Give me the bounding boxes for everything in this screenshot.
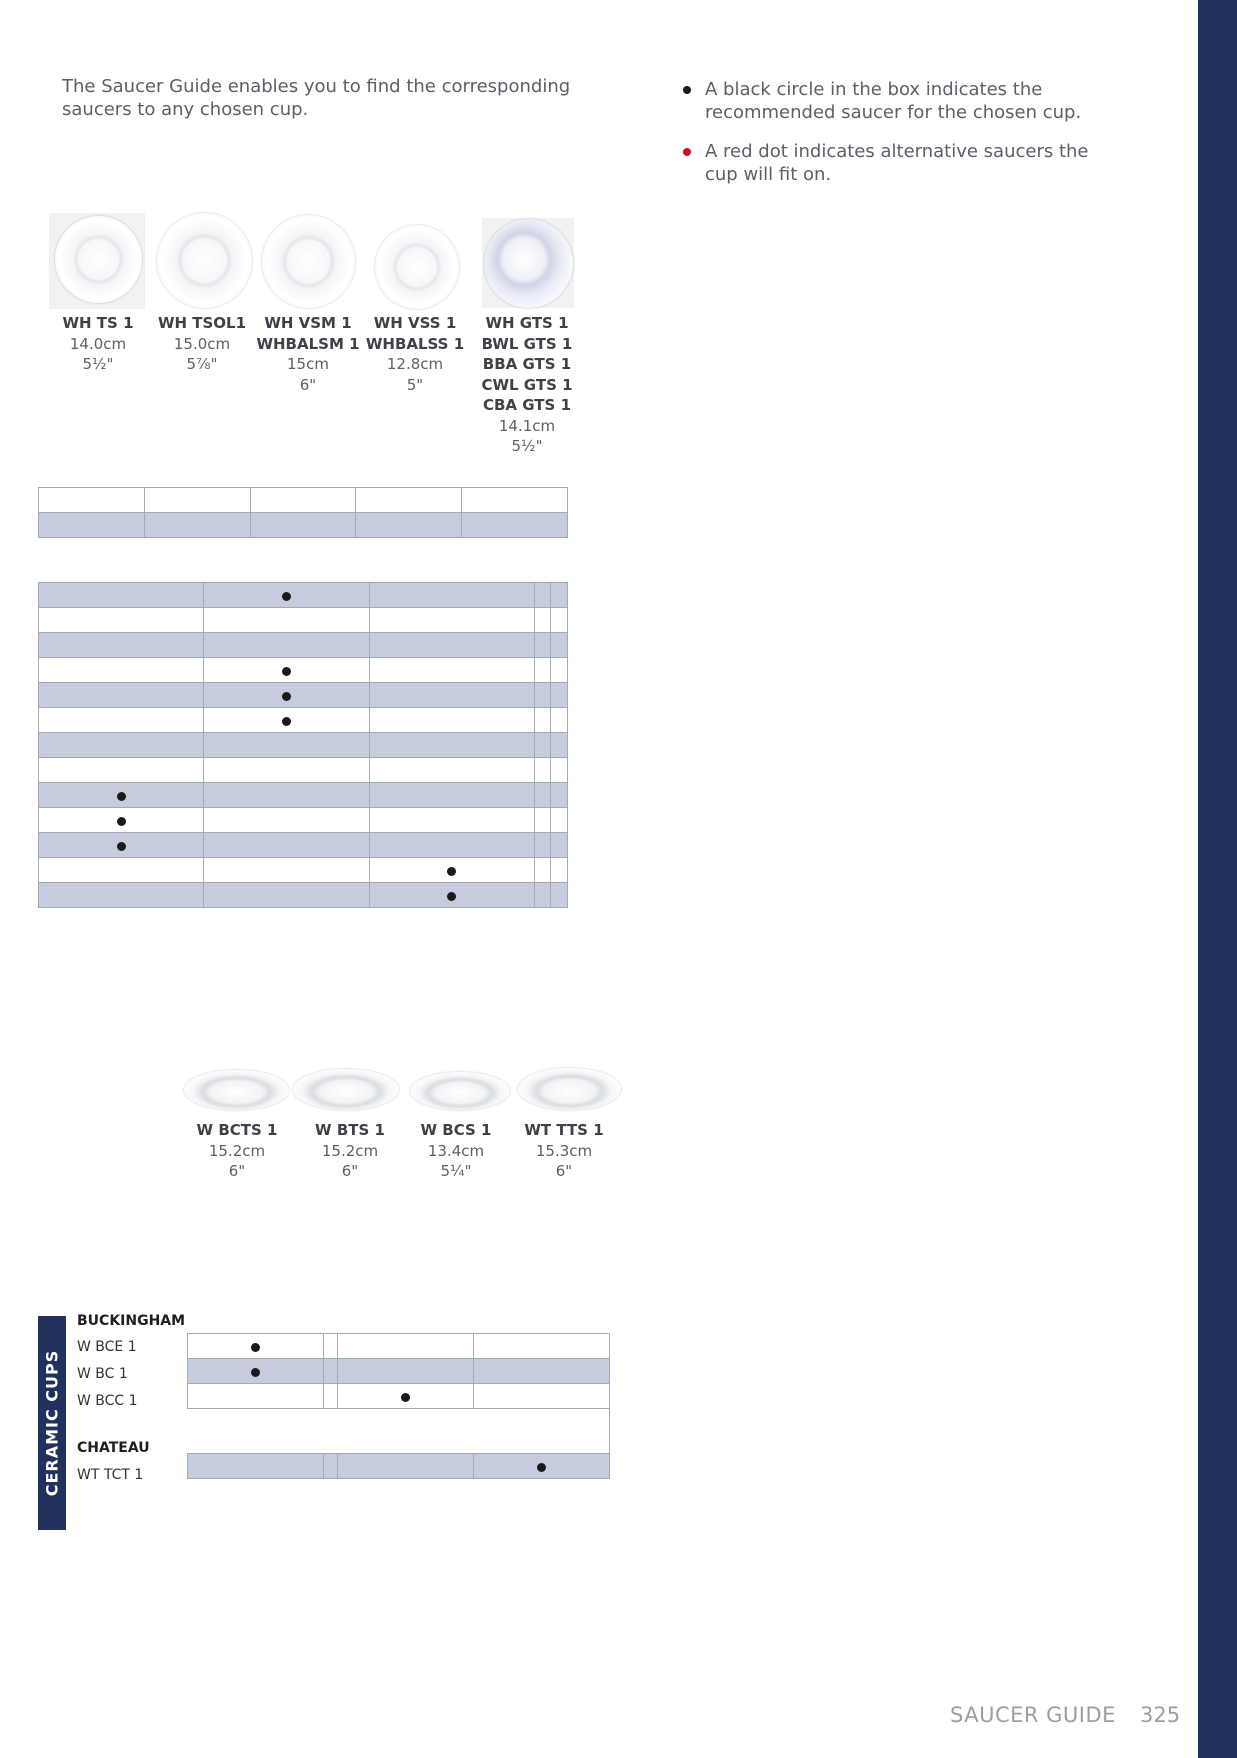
- ceramic-cups-table: [187, 1333, 610, 1479]
- saucer-code: CWL GTS 1: [481, 375, 573, 394]
- table-row: [188, 1454, 610, 1479]
- table-cell: [369, 708, 534, 733]
- table-row: [188, 1384, 610, 1409]
- table-cell: [324, 1384, 338, 1409]
- saucer-size-inch: 6": [228, 1162, 246, 1180]
- intro-text: The Saucer Guide enables you to find the corresponding saucers to any chosen cup.: [62, 76, 571, 120]
- saucer-size-inch: 6": [299, 375, 317, 394]
- table-cell: [462, 488, 568, 513]
- table-row: [39, 883, 568, 908]
- saucer-code: WHBALSM 1: [256, 334, 360, 353]
- legend-text: A black circle in the box indicates the recommended saucer for the chosen cup.: [705, 79, 1082, 123]
- table-cell: [39, 783, 204, 808]
- recommended-dot-icon: [282, 592, 291, 601]
- recommended-dot-icon: [537, 1463, 546, 1472]
- table-row: [39, 733, 568, 758]
- saucer-size-cm: 14.0cm: [69, 334, 127, 353]
- group-heading: BUCKINGHAM: [77, 1313, 186, 1329]
- legend: [683, 78, 1113, 202]
- table-cell: [204, 758, 369, 783]
- table-cell: [473, 1384, 609, 1409]
- table-cell: [337, 1454, 473, 1479]
- saucer-size-inch: 5": [406, 375, 424, 394]
- saucer-caption: [250, 313, 366, 395]
- table-cell: [369, 858, 534, 883]
- recommended-dot-icon: [401, 1393, 410, 1402]
- table-cell: [551, 883, 568, 908]
- saucer-grid-table: [38, 582, 568, 908]
- table-cell: [369, 733, 534, 758]
- table-row: [39, 708, 568, 733]
- table-row: [188, 1334, 610, 1359]
- table-cell: [369, 783, 534, 808]
- table-cell: [337, 1359, 473, 1384]
- table-cell: [204, 583, 369, 608]
- saucer-size-cm: 15.0cm: [173, 334, 231, 353]
- footer-section-title: SAUCER GUIDE: [950, 1703, 1116, 1727]
- table-row: [39, 513, 568, 538]
- legend-text: A red dot indicates alternative saucers the cup will fit on.: [705, 141, 1089, 185]
- table-cell: [534, 708, 551, 733]
- table-cell: [39, 633, 204, 658]
- saucer-code: WH VSM 1: [264, 314, 352, 332]
- saucer-caption: [144, 313, 260, 375]
- saucer-image: [484, 219, 573, 308]
- saucer-code: W BCS 1: [420, 1121, 492, 1139]
- saucer-image: [262, 215, 355, 308]
- table-cell: [534, 683, 551, 708]
- saucer-code: W BCTS 1: [196, 1121, 278, 1139]
- recommended-dot-icon: [282, 692, 291, 701]
- saucer-code: WH TSOL1: [157, 314, 247, 332]
- table-cell: [39, 833, 204, 858]
- table-cell: [534, 858, 551, 883]
- table-cell: [473, 1454, 609, 1479]
- saucer-size-inch: 5½": [82, 355, 114, 373]
- table-cell: [324, 1359, 338, 1384]
- table-cell: [204, 708, 369, 733]
- saucer-image: [157, 213, 252, 308]
- legend-item-black: [683, 78, 1113, 124]
- table-cell: [534, 833, 551, 858]
- table-row: [39, 808, 568, 833]
- table-cell: [356, 513, 462, 538]
- table-cell: [39, 488, 145, 513]
- table-cell: [534, 808, 551, 833]
- table-cell: [204, 608, 369, 633]
- saucer-caption: [40, 313, 156, 375]
- table-cell: [39, 683, 204, 708]
- table-row: [39, 858, 568, 883]
- table-cell: [369, 608, 534, 633]
- table-cell: [39, 758, 204, 783]
- table-cell: [204, 883, 369, 908]
- table-row: [39, 683, 568, 708]
- table-cell: [144, 513, 250, 538]
- saucer-caption: [399, 1120, 513, 1182]
- saucer-caption: [180, 1120, 294, 1182]
- row-label: W BC 1: [77, 1366, 128, 1382]
- section-tab-label: CERAMIC CUPS: [42, 1349, 62, 1497]
- saucer-code: W BTS 1: [315, 1121, 385, 1139]
- table-cell: [39, 858, 204, 883]
- group-heading: CHATEAU: [77, 1440, 150, 1456]
- table-cell: [551, 658, 568, 683]
- table-cell: [551, 858, 568, 883]
- table-cell: [39, 608, 204, 633]
- table-cell: [337, 1334, 473, 1359]
- table-cell: [369, 633, 534, 658]
- table-cell: [204, 783, 369, 808]
- table-cell: [204, 633, 369, 658]
- table-cell: [204, 808, 369, 833]
- table-gap-row: [188, 1409, 610, 1454]
- table-cell: [551, 733, 568, 758]
- saucer-grid-table: [38, 487, 568, 538]
- row-label: WT TCT 1: [77, 1467, 144, 1483]
- table-cell: [369, 883, 534, 908]
- table-row: [39, 833, 568, 858]
- table-cell: [324, 1334, 338, 1359]
- table-row: [39, 608, 568, 633]
- table-cell: [39, 658, 204, 683]
- table-cell: [534, 883, 551, 908]
- saucer-code: WH TS 1: [62, 314, 134, 332]
- table-cell: [188, 1454, 324, 1479]
- table-cell: [369, 833, 534, 858]
- saucer-caption: [507, 1120, 621, 1182]
- table-cell: [369, 683, 534, 708]
- saucer-code: BBA GTS 1: [482, 355, 572, 373]
- table-row: [39, 488, 568, 513]
- table-cell: [462, 513, 568, 538]
- table-row: [39, 583, 568, 608]
- table-cell: [551, 583, 568, 608]
- section-tab: [38, 1316, 66, 1530]
- recommended-dot-icon: [282, 667, 291, 676]
- table-cell: [204, 683, 369, 708]
- table-cell: [204, 733, 369, 758]
- saucer-code: CBA GTS 1: [482, 396, 571, 414]
- black-dot-icon: [683, 86, 691, 94]
- saucer-code: WH VSS 1: [373, 314, 457, 332]
- table-cell: [551, 808, 568, 833]
- table-cell: [39, 513, 145, 538]
- saucer-size-inch: 5⅞": [186, 355, 218, 373]
- table-cell: [39, 883, 204, 908]
- recommended-dot-icon: [117, 817, 126, 826]
- recommended-dot-icon: [447, 892, 456, 901]
- saucer-code: BWL GTS 1: [481, 334, 573, 353]
- table-cell: [250, 513, 356, 538]
- saucer-caption: [469, 313, 585, 457]
- table-row: [188, 1359, 610, 1384]
- saucer-size-cm: 13.4cm: [427, 1141, 485, 1160]
- recommended-dot-icon: [282, 717, 291, 726]
- table-cell: [534, 583, 551, 608]
- table-cell: [39, 733, 204, 758]
- saucer-code: WH GTS 1: [485, 314, 569, 332]
- table-cell: [39, 808, 204, 833]
- recommended-dot-icon: [117, 792, 126, 801]
- table-cell: [39, 583, 204, 608]
- table-cell: [551, 633, 568, 658]
- table-cell: [369, 658, 534, 683]
- saucer-image: [184, 1070, 289, 1110]
- saucer-size-cm: 15.2cm: [321, 1141, 379, 1160]
- saucer-size-inch: 6": [555, 1162, 573, 1180]
- recommended-dot-icon: [117, 842, 126, 851]
- table-cell: [324, 1454, 338, 1479]
- legend-item-red: [683, 140, 1113, 186]
- table-row: [39, 633, 568, 658]
- table-cell: [473, 1359, 609, 1384]
- table-cell: [369, 758, 534, 783]
- saucer-size-inch: 5¼": [440, 1162, 472, 1180]
- table-row: [39, 758, 568, 783]
- table-cell: [534, 758, 551, 783]
- recommended-dot-icon: [447, 867, 456, 876]
- table-cell: [144, 488, 250, 513]
- saucer-size-cm: 15.3cm: [535, 1141, 593, 1160]
- table-cell: [551, 758, 568, 783]
- saucer-size-cm: 14.1cm: [498, 416, 556, 435]
- recommended-dot-icon: [251, 1343, 260, 1352]
- table-cell: [534, 608, 551, 633]
- table-cell: [551, 608, 568, 633]
- table-cell: [188, 1384, 324, 1409]
- page-number: 325: [1140, 1703, 1181, 1727]
- row-label: W BCE 1: [77, 1339, 137, 1355]
- table-cell: [534, 783, 551, 808]
- saucer-size-cm: 12.8cm: [386, 355, 444, 373]
- table-cell: [188, 1334, 324, 1359]
- table-cell: [551, 708, 568, 733]
- table-cell: [369, 583, 534, 608]
- saucer-size-inch: 5½": [511, 437, 543, 455]
- saucer-caption: [357, 313, 473, 395]
- table-row: [39, 783, 568, 808]
- saucer-image: [375, 225, 459, 309]
- recommended-dot-icon: [251, 1368, 260, 1377]
- saucer-code: WT TTS 1: [524, 1121, 604, 1139]
- table-cell: [369, 808, 534, 833]
- table-cell: [473, 1334, 609, 1359]
- saucer-image: [55, 216, 142, 303]
- table-cell: [250, 488, 356, 513]
- saucer-caption: [293, 1120, 407, 1182]
- table-cell: [551, 833, 568, 858]
- table-cell: [534, 733, 551, 758]
- red-dot-icon: [683, 148, 691, 156]
- table-cell: [204, 833, 369, 858]
- saucer-image: [518, 1068, 621, 1110]
- table-cell: [551, 783, 568, 808]
- table-cell: [188, 1409, 610, 1454]
- table-cell: [337, 1384, 473, 1409]
- saucer-size-cm: 15.2cm: [208, 1141, 266, 1160]
- saucer-image: [293, 1069, 399, 1110]
- table-cell: [356, 488, 462, 513]
- saucer-size-inch: 6": [341, 1162, 359, 1180]
- saucer-code: WHBALSS 1: [365, 334, 465, 353]
- table-row: [39, 658, 568, 683]
- table-cell: [188, 1359, 324, 1384]
- table-cell: [204, 858, 369, 883]
- table-cell: [551, 683, 568, 708]
- saucer-size-cm: 15cm: [287, 355, 329, 373]
- table-cell: [534, 633, 551, 658]
- row-label: W BCC 1: [77, 1393, 138, 1409]
- table-cell: [204, 658, 369, 683]
- table-cell: [39, 708, 204, 733]
- page-edge-bar: [1198, 0, 1237, 1758]
- saucer-image: [410, 1072, 510, 1110]
- table-cell: [534, 658, 551, 683]
